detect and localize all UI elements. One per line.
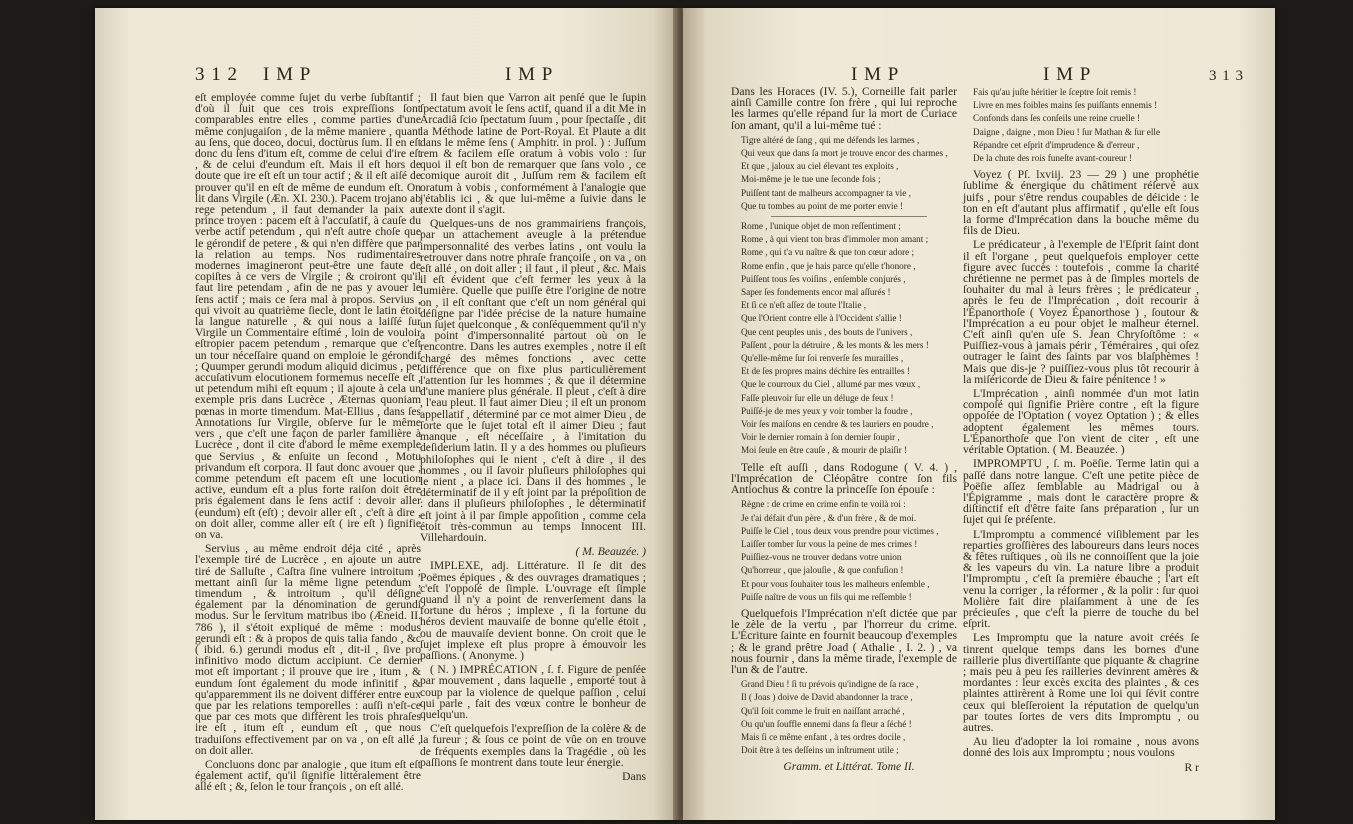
entry-implexe: IMPLEXE, adj. Littérature. Il ſe dit des Poëmes épiques , & des ouvrages dramatiques ; c'eſt l'oppoſé de ſimple. L'ouvrage eſt ſimple quand il n'y a point de renverſement dans la fortune du héros ; implexe , ſi la fortune du héros devient mauvaiſe de bonne qu'elle étoit , ou de mauvaiſe devient bonne. On croit que le ſujet implexe eſt plus propre à émouvoir les paſſions. ( Anonyme. ) [420, 559, 646, 662]
paragraph: Les Impromptu que la nature avoit créés ſe tinrent quelque temps dans les bornes d'une raillerie plus divertiſſante que piquante & chagrine ; mais peu à peu ſes railleries devinrent amères & mordantes : leur excès excita des plaintes , & ces plaintes attirèrent à Rome une loi qui ſévit contre ceux qui bleſſeroient la réputation de quelqu'un par toutes ſortes de vers dits Impromptu , ou autres. [963, 631, 1199, 734]
right-column-1 [731, 86, 957, 808]
paragraph: C'eſt quelquefois l'expreſſion de la colère & de la fureur ; & ſous ce point de vûe on en trouve de fréquents exemples dans la Tragédie , où les paſſions ſe montrent dans toute leur énergie. [420, 722, 646, 769]
verse-line: Livre en mes foibles mains ſes puiſſants ennemis ! [973, 100, 1158, 111]
paragraph: Le prédicateur , à l'exemple de l'Eſprit ſaint dont il eſt l'organe , peut quelquefois employer cette figure avec ſuccès : toutefois , comme la charité chrétienne ne permet pas à de ſimples mortels de ſouhaiter du mal à leurs frères ; le prédicateur , après le feu de l'Imprécation , doit recourir à l'Épanorthoſe ( Voyez Épanorthose ) , ſoutour & l'Imprécation a eu pour objet le malheur éternel. C'eſt ainſi qu'en uſe S. Jean Chryſoſtôme : « Puiſſiez-vous à jamais périr , Téméraires , qui oſez outrager le ſaint des ſaints par vos blaſphèmes ! Mais que dis-je ? puiſſiez-vous plus tôt recourir à la miſéricorde de Dieu & faire pénitence ! » [963, 238, 1199, 386]
verse-line: Ou qu'un ſouffle ennemi dans ſa fleur a ſéché ! [741, 718, 912, 729]
verse-line: Mais ſi ce même enfant , à tes ordres docile , [741, 731, 906, 742]
paragraph: L'Impromptu a commencé viſiblement par les reparties groſſières des laboureurs dans leurs noces & fêtes ruſtiques , où ils ne connoiſſent que la joie & les vapeurs du vin. La nature libre a produit l'Impromptu , c'eſt ſa première ébauche ; l'art eſt venu la corriger , la réformer , & la polir : ſur quoi Molière fait dire plaiſamment à une de ſes précieuſes , que c'eſt la pierre de touche du bel eſprit. [963, 527, 1199, 631]
verse-horaces [731, 134, 957, 458]
right-column-2 [963, 86, 1199, 808]
verse-line: Moi-même je le tue une ſeconde fois ; [741, 174, 881, 185]
verse-line: De la chute des rois funeſte avant-coureur ! [973, 153, 1132, 164]
verse-line: Puiſſe le Ciel , tous deux vous prendre pour victimes , [741, 525, 939, 536]
verse-line: Moi ſeule en être cauſe , & mourir de plaiſir ! [741, 445, 908, 456]
paragraph: Concluons donc par analogie , que itum eſt eſt également actif, qu'il ſignifie littéralement être allé eſt ; &, ſelon le tour françois , on eſt allé. [195, 757, 421, 794]
verse-line: Puiſſiez-vous ne trouver dedans votre union [741, 552, 902, 563]
verse-line: Que tu tombes au point de me porter envie ! [741, 200, 904, 211]
verse-line: Puiſſe naître de vous un fils qui me reſſemble ! [741, 591, 912, 602]
paragraph: L'Imprécation , ainſi nommée d'un mot latin compoſé qui ſignifie Prière contre , eſt la figure oppoſée de l'Optation ( voyez Optation ) ; & elles adoptent également les mêmes tours. L'Épanorthoſe que l'on vient de citer , eſt une véritable Optation. ( M. Beauzée. ) [963, 387, 1199, 457]
verse-divider [771, 216, 927, 217]
verse-line: Et ſi ce n'eſt aſſez de toute l'Italie , [741, 300, 866, 311]
verse-line: Tigre altéré de ſang , qui me défends les larmes , [741, 134, 920, 145]
verse-line: Laiſſer tomber ſur vous la peine de mes crimes ! [741, 538, 918, 549]
left-column-1 [195, 92, 421, 808]
verse-line: Qu'il ſoit comme le fruit en naiſſant arraché , [741, 705, 905, 716]
verse-line: Puiſſé-je de mes yeux y voir tomber la foudre , [741, 405, 913, 416]
paragraph: Servius , au même endroit déja cité , après l'exemple tiré de Lucrèce , en ajoute un autre tiré de Salluſte , Caſtra ſine vulnere introitum ; mettant ainſi ſur la même ligne petendum , timendum , & introitum , qu'il déſigne également par la dénomination de gerundi modus. Sur le ſervitum matribus ibo (Æneid. II. 786 ), il s'étoit expliqué de même : modus gerundi eſt : & à propos de quis talia fando , &c ( ibid. 6.) gerundi modus eſt , dit-il , ſive pro infinitivo modo dictum accipiunt. Ce dernier mot eſt important ; il prouve que ire , itum , & eundum ſont également du mode infinitif , & qu'apparemment ils ne doivent différer entre eux que par les relations temporelles : auſſi n'eſt-ce que par ces mots que diffèrent les trois phraſes ire eſt , itum eſt , eundum eſt , que nous traduiſons effectivement par on va , on eſt allé , on doit aller. [195, 542, 421, 757]
book-spread [95, 8, 1275, 820]
left-page-number: 3 1 2 [195, 64, 238, 85]
left-running-head-col2: I M P [505, 64, 554, 85]
paragraph: Dans les Horaces (IV. 5.), Corneille fait parler ainſi Camille contre ſon frère , qui lui reproche les larmes qu'elle répand ſur la mort de Curiace ſon amant, qu'il a lui-même tué : [731, 85, 957, 132]
paragraph: Au lieu d'adopter la loi romaine , nous avons donné des lois aux Impromptu ; nous voulons [963, 735, 1199, 760]
verse-line: Puiſſent tant de malheurs accompagner ta vie , [741, 187, 911, 198]
verse-line: Que le courroux du Ciel , allumé par mes vœux , [741, 379, 921, 390]
catchword: Dans [622, 769, 646, 783]
verse-athalie [731, 678, 957, 757]
left-running-head-col1: I M P [263, 64, 312, 85]
verse-athalie-cont [963, 86, 1199, 165]
paragraph: eſt employée comme ſujet du verbe ſubſtantif ; d'où il ſuit que ces trois expreſſions ſont comparables entre elles , comme parties d'une même conjugaiſon , de la même maniere , quant au ſens, que doceo, docui, doctùrus ſum. Il en eſt donc du ſens d'itum eſt, comme de celui d'ire eſt , & de celui d'eundum eſt. Mais il eſt hors de doute que ire eſt eſt un tour actif ; & il eſt aiſé de prouver qu'il en eſt de même de eundum eſt. On lit dans Virgile (Æn. XI. 230.). Pacem trojano ab rege petendum , il faut demander la paix au prince troyen : pacem eſt à l'accuſatif, à cauſe du verbe actif petendum , qui n'eſt autre choſe que le gérondif de petere , & qui n'en diffère que par la relation au temps. Nos rudimentaires modernes imagineront peut-être une faute de copiſtes à ce vers de Virgile ; & croiront qu'il faut lire petendam , afin de ne pas y avouer le ſens actif ; mais ce ſera mal à propos. Servius , qui vivoit au quatrième ſiecle, dont le latin étoit la langue naturelle , & qui nous a laiſſé ſur Virgile un Commentaire eſtimé , loin de vouloir eſtropier pacem petendum , remarque que c'eſt un tour néceſſaire quand on emploie le gérondif ; Quumper gerundi modum aliquid dicimus , per accuſativum elocutionem formemus neceſſe eſt , ut petendum mihi eſt equum ; il ajoute à cela un exemple pris dans Lucrèce , Æternas quoniam pœnas in morte timendum. Mat-Ellius , dans ſes Annotations ſur Virgile, obſerve ſur le même vers , que c'eſt une façon de parler familière à Lucrèce , dont il cite d'abord le même exemple que Servius , & enſuite un ſecond , Motu privandum eſt corpora. Il faut donc avouer que , comme petendum eſt pacem eſt une locution active, eundum eſt a plus forte raiſon doit être pris également dans le ſens actif : devoir aller (eundum) eſt (eſt) ; devoir aller eſt , c'eſt à dire , on doit aller, comme aller eſt ( ire eſt ) ſignifie on va. [195, 91, 421, 541]
verse-line: Qu'elle-même ſur ſoi renverſe ſes murailles , [741, 353, 904, 364]
author-signature: ( M. Beauzée. ) [575, 545, 646, 559]
paragraph: Quelquefois l'Imprécation n'eſt dictée que par le zèle de la vertu , par l'horreur du crime. L'Écriture ſainte en fournit beaucoup d'exemples ; & le grand prêtre Joad ( Athalie , I. 2. ) , va nous fournir , dans la même tirade, l'exemple de l'un & de l'autre. [731, 606, 957, 676]
paragraph: Quelques-uns de nos grammairiens françois, par un attachement aveugle à la prétendue impersonnalité des verbes latins , ont voulu la retrouver dans notre phraſe françoiſe , on va , on eſt allé , on doit aller ; il faut , il pleut , &c. Mais il eſt évident que c'eſt fermer les yeux à la lumière. Quelle que puiſſe être l'origine de notre on , il eſt conſtant que c'eſt un nom général qui déſigne par l'idée précise de la nature humaine un ſujet quelconque , & conſéquemment qu'il n'y a point d'impersonnalité partout où on le rencontre. Dans les autres exemples , notre il eſt chargé des mêmes fonctions , avec cette différence que on fixe plus particulièrement l'attention ſur les hommes ; & que il détermine d'une maniere plus générale. Il pleut , c'eſt à dire , l'eau pleut. Il faut aimer Dieu ; il eſt un pronom appellatif , déterminé par ce mot aimer Dieu , de ſorte que le ſujet total eſt il aimer Dieu ; faut manque , eſt néceſſaire , à l'imitation du deſiderium latin. Il y a des hommes ou pluſieurs philoſophes qui le nient , c'eſt à dire , il des hommes , ou il ſavoir pluſieurs philoſophes qui le nient , a place ici. Dans il des hommes , le déterminatif de il y eſt joint par la prépoſition de : dans il pluſieurs philoſophes , le déterminatif eſt joint à il par ſimple appoſition , comme cela étoit très-commun au temps Innocent III. Villehardouin. [420, 217, 646, 544]
verse-line: Paſſent , pour la détruire , & les monts & les mers ! [741, 339, 929, 350]
verse-line: Doit être à tes deſſeins un inſtrument utile ; [741, 745, 899, 756]
verse-line: Que l'Orient contre elle à l'Occident s'allie ! [741, 313, 902, 324]
paragraph: Voyez ( Pſ. lxviij. 23 — 29 ) une prophétie ſublime & énergique du châtiment réſervé aux juifs , pour s'être rendus coupables de déicide : le ton en eſt d'autant plus affirmatif , qu'elle eſt ſous la forme d'Imprécation dans la bouche même du fils de Dieu. [963, 168, 1199, 238]
paragraph: Il faut bien que Varron ait penſé que le ſupin ſpectatum avoit le ſens actif, quand il a dit Me in Arcadiâ ſcio ſpectatum ſuum , pour ſpectaſſe , dit la Méthode latine de Port-Royal. Et Plaute a dit dans le même ſens ( Amphitr. in prol. ) : Juſſum rem & facilem eſſe oratum à vobis volo : ſur quoi il eſt bon de remarquer que ſans volo , ce comique auroit dit , Juſſum rem & facilem eſt oratum à vobis , conformément à l'analogie que j'établis ici , & que lui-même a ſuivie dans le texte dont il s'agit. [420, 91, 646, 217]
verse-line: Rome , l'unique objet de mon reſſentiment ; [741, 221, 901, 232]
verse-line: Voir ſes maiſons en cendre & tes lauriers en poudre , [741, 419, 934, 430]
right-page [683, 8, 1275, 820]
verse-line: Puiſſent tous ſes voiſins , enſemble conjurés , [741, 273, 906, 284]
entry-imprecation: ( N. ) IMPRÉCATION , ſ. f. Figure de penſée par mouvement , dans laquelle , emporté tout à coup par la violence de quelque paſſion , celui qui parle , fait des vœux contre le bonheur de quelqu'un. [420, 663, 646, 721]
verse-line: Et pour vous ſouhaiter tous les malheurs enſemble , [741, 578, 930, 589]
verse-line: Rome , à qui vient ton bras d'immoler mon amant ; [741, 234, 929, 245]
verse-line: Fais qu'au juſte héritier le ſceptre ſoit remis ! [973, 87, 1137, 97]
verse-line: Qu'horreur , que jalouſie , & que confuſion ! [741, 565, 904, 576]
verse-line: Il ( Joas ) doive de David abandonner la trace , [741, 692, 913, 703]
verse-rodogune [731, 498, 957, 604]
right-page-number: 3 1 3 [1209, 68, 1244, 84]
verse-line: Faſſe pleuvoir ſur elle un déluge de feux ! [741, 392, 894, 403]
signature-mark: R r [1184, 760, 1199, 774]
verse-line: Que cent peuples unis , des bouts de l'univers , [741, 326, 913, 337]
right-running-head-col2: I M P [1043, 64, 1092, 85]
verse-line: Répandre cet eſprit d'imprudence & d'erreur , [973, 139, 1140, 150]
verse-line: Voir le dernier romain à ſon dernier ſoupir , [741, 432, 900, 443]
verse-line: Rome enfin , que je hais parce qu'elle t'honore , [741, 260, 916, 271]
verse-line: Rome , qui t'a vu naître & que ton cœur adore ; [741, 247, 915, 258]
left-column-2 [420, 92, 646, 808]
verse-line: Règne : de crime en crime enfin te voilà roi : [741, 499, 906, 510]
left-page [95, 8, 677, 820]
volume-footer: Gramm. et Littérat. Tome II. [783, 760, 915, 774]
entry-impromptu: IMPROMPTU , ſ. m. Poëſie. Terme latin qui a paſſé dans notre langue. C'eſt une petite pièce de Poëſie aſſez ſemblable au Madrigal ou à l'Épigramme , mais dont le caractère propre & diſtinctif eſt d'être faite ſans préparation , ſur un ſujet qui ſe préſente. [963, 457, 1199, 527]
verse-line: Et que , jaloux au ciel élevant tes exploits , [741, 161, 899, 172]
verse-line: Et de ſes propres mains déchire ſes entrailles ! [741, 366, 910, 377]
verse-line: Grand Dieu ! ſi tu prévois qu'indigne de ſa race , [741, 679, 919, 690]
right-running-head-col1: I M P [851, 64, 900, 85]
verse-line: Confonds dans ſes conſeils une reine cruelle ! [973, 113, 1141, 124]
paragraph: Telle eſt auſſi , dans Rodogune ( V. 4. ) , l'Imprécation de Cléopâtre contre ſon fils Antiochus & contre la princeſſe ſon épouſe : [731, 460, 957, 497]
verse-line: Daigne , daigne , mon Dieu ! ſur Mathan & ſur elle [973, 126, 1161, 137]
verse-line: Je t'ai défait d'un père , & d'un frère , & de moi. [741, 512, 917, 523]
verse-line: Saper ſes fondements encor mal aſſurés ! [741, 287, 891, 298]
verse-line: Qui veux que dans ſa mort je trouve encor des charmes , [741, 148, 948, 159]
